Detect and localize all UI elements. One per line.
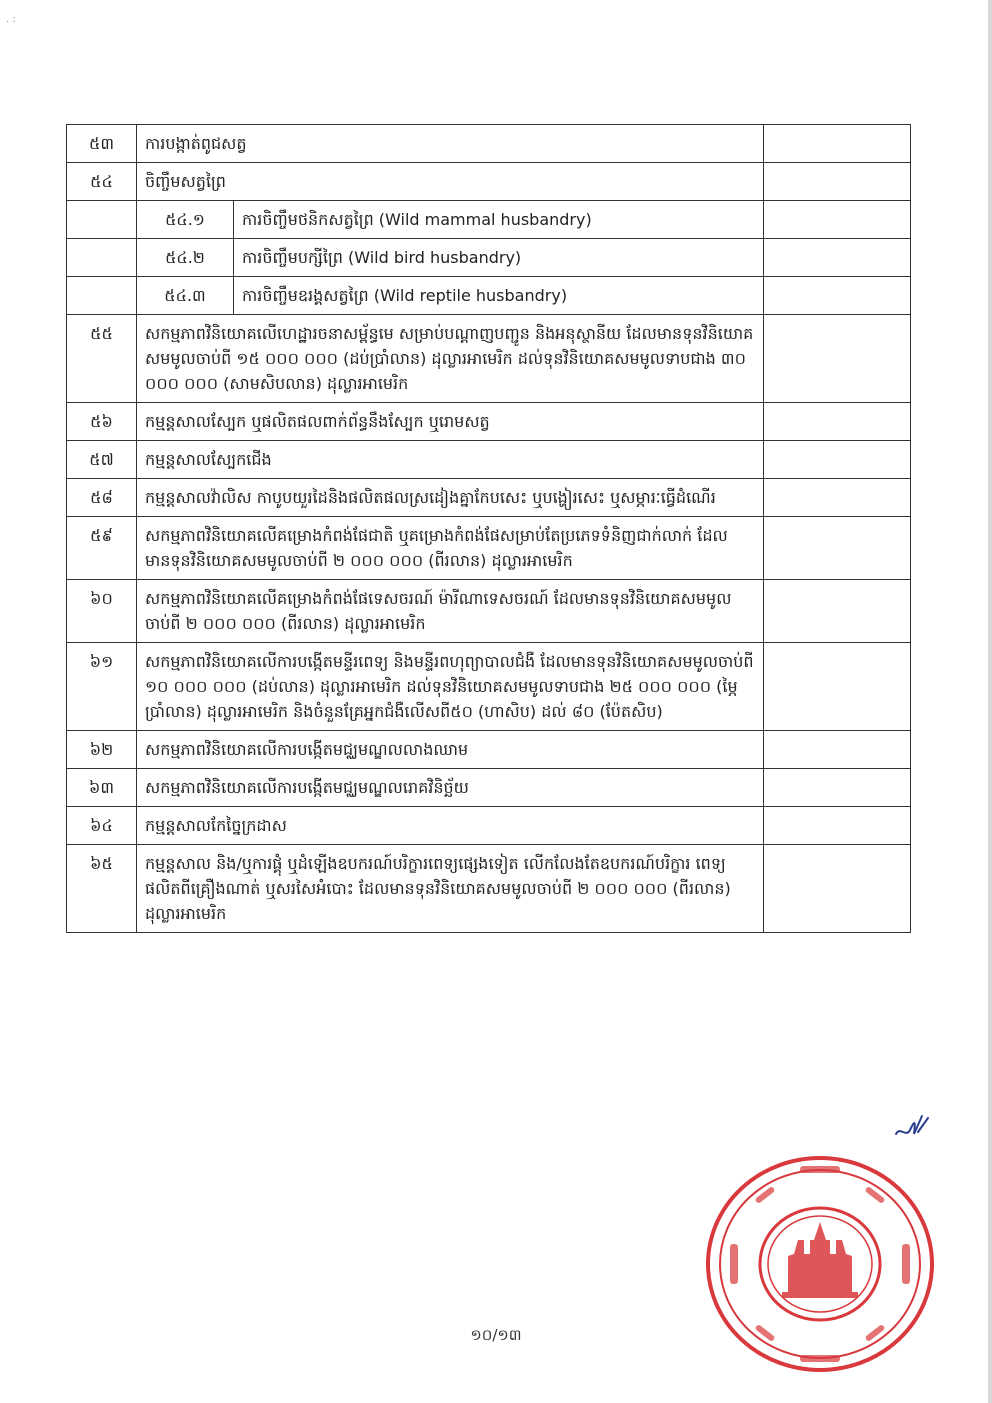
table-row [67,845,911,933]
item-number: ៥៦ [67,403,137,441]
remark-cell [764,163,911,201]
remark-cell [764,580,911,643]
item-description: ចិញ្ចឹមសត្វព្រៃ [137,163,764,201]
subrow-indent [67,277,137,315]
table-subrow [67,201,911,239]
table-row [67,403,911,441]
subrow-indent [67,201,137,239]
remark-cell [764,315,911,403]
subitem-description: ការចិញ្ចឹមថនិកសត្វព្រៃ (Wild mammal husbandry) [234,201,764,239]
item-number: ៦៥ [67,845,137,933]
remark-cell [764,239,911,277]
subitem-number: ៥៤.១ [137,201,234,239]
table-subrow [67,277,911,315]
subitem-description: ការចិញ្ចឹមបក្សីព្រៃ (Wild bird husbandry) [234,239,764,277]
item-number: ៥៧ [67,441,137,479]
table-row [67,807,911,845]
item-number: ៦២ [67,731,137,769]
table-row [67,517,911,580]
remark-cell [764,125,911,163]
remark-cell [764,201,911,239]
item-description: ការបង្កាត់ពូជសត្វ [137,125,764,163]
scan-artifact: . : [6,14,16,25]
remark-cell [764,479,911,517]
remark-cell [764,441,911,479]
item-number: ៥៣ [67,125,137,163]
item-number: ៦៤ [67,807,137,845]
remark-cell [764,845,911,933]
item-number: ៥៤ [67,163,137,201]
item-number: ៥៩ [67,517,137,580]
table-subrow [67,239,911,277]
remark-cell [764,517,911,580]
remark-cell [764,277,911,315]
item-number: ៥៥ [67,315,137,403]
official-seal [700,1144,940,1384]
item-description: សកម្មភាពវិនិយោគលើការបង្កើតមជ្ឈមណ្ឌលរោគវិនិច្ឆ័យ [137,769,764,807]
subitem-number: ៥៤.២ [137,239,234,277]
table-row [67,163,911,201]
item-description: សកម្មភាពវិនិយោគលើគម្រោងកំពង់ផែជាតិ ឬគម្រោងកំពង់ផែសម្រាប់តែប្រភេទទំនិញជាក់លាក់ ដែលមានទុនវិនិយោគសមមូលចាប់ពី ២ ០០០ ០០០ (ពីរលាន) ដុល្លារអាមេរិក [137,517,764,580]
activity-table [66,124,911,933]
table-row [67,441,911,479]
remark-cell [764,731,911,769]
item-description: កម្មន្តសាល និង/ឬការផ្គុំ ឬដំឡើងឧបករណ៍បរិក្ខារពេទ្យផ្សេងទៀត លើកលែងតែឧបករណ៍បរិក្ខារ ពេទ្យផលិតពីគ្រឿងណាត់ ឬសរសៃអំបោះ ដែលមានទុនវិនិយោគសមមូលចាប់ពី ២ ០០០ ០០០ (ពីរលាន) ដុល្លារអាមេរិក [137,845,764,933]
remark-cell [764,769,911,807]
table-row [67,479,911,517]
remark-cell [764,403,911,441]
table-row [67,315,911,403]
item-description: សកម្មភាពវិនិយោគលើហេដ្ឋារចនាសម្ព័ន្ធមេ សម្រាប់បណ្តាញបញ្ជូន និងអនុស្ថានីយ ដែលមានទុនវិនិយោគសមមូលចាប់ពី ១៥ ០០០ ០០០ (ដប់ប្រាំលាន) ដុល្លារអាមេរិក ដល់ទុនវិនិយោគសមមូលទាបជាង ៣០ ០០០ ០០០ (សាមសិបលាន) ដុល្លារអាមេរិក [137,315,764,403]
subrow-indent [67,239,137,277]
item-number: ៥៨ [67,479,137,517]
remark-cell [764,643,911,731]
signature [892,1112,932,1146]
item-description: សកម្មភាពវិនិយោគលើការបង្កើតមជ្ឈមណ្ឌលលាងឈាម [137,731,764,769]
item-description: សកម្មភាពវិនិយោគលើការបង្កើតមន្ទីរពេទ្យ និងមន្ទីរពហុព្យាបាលជំងឺ ដែលមានទុនវិនិយោគសមមូលចាប់ពី ១០ ០០០ ០០០ (ដប់លាន) ដុល្លារអាមេរិក ដល់ទុនវិនិយោគសមមូលទាបជាង ២៥ ០០០ ០០០ (ម្ភៃប្រាំលាន) ដុល្លារអាមេរិក និងចំនួនគ្រែអ្នកជំងឺលើសពី៥០ (ហាសិប) ដល់ ៨០ (ប៉ែតសិប) [137,643,764,731]
item-description: កម្មន្តសាលស្បែក ឬផលិតផលពាក់ព័ន្ធនឹងស្បែក ឬរោមសត្វ [137,403,764,441]
table-row [67,125,911,163]
table-row [67,731,911,769]
table-row [67,580,911,643]
item-description: កម្មន្តសាលវ៉ាលិស កាបូបយួរដៃនិងផលិតផលស្រដៀងគ្នាកែបសេះ ឬបង្ហៀរសេះ ឬសម្ភារៈធ្វើដំណើរ [137,479,764,517]
page-number: ១០/១៣ [470,1326,522,1344]
item-number: ៦១ [67,643,137,731]
item-number: ៦០ [67,580,137,643]
item-description: កម្មន្តសាលកែច្នៃក្រដាស [137,807,764,845]
item-number: ៦៣ [67,769,137,807]
page-edge [988,0,992,1403]
remark-cell [764,807,911,845]
item-description: កម្មន្តសាលស្បែកជើង [137,441,764,479]
table-row [67,769,911,807]
subitem-description: ការចិញ្ចឹមឧរង្គសត្វព្រៃ (Wild reptile husbandry) [234,277,764,315]
item-description: សកម្មភាពវិនិយោគលើគម្រោងកំពង់ផែទេសចរណ៍ ម៉ារីណាទេសចរណ៍ ដែលមានទុនវិនិយោគសមមូលចាប់ពី ២ ០០០ ០០០ (ពីរលាន) ដុល្លារអាមេរិក [137,580,764,643]
subitem-number: ៥៤.៣ [137,277,234,315]
table-row [67,643,911,731]
